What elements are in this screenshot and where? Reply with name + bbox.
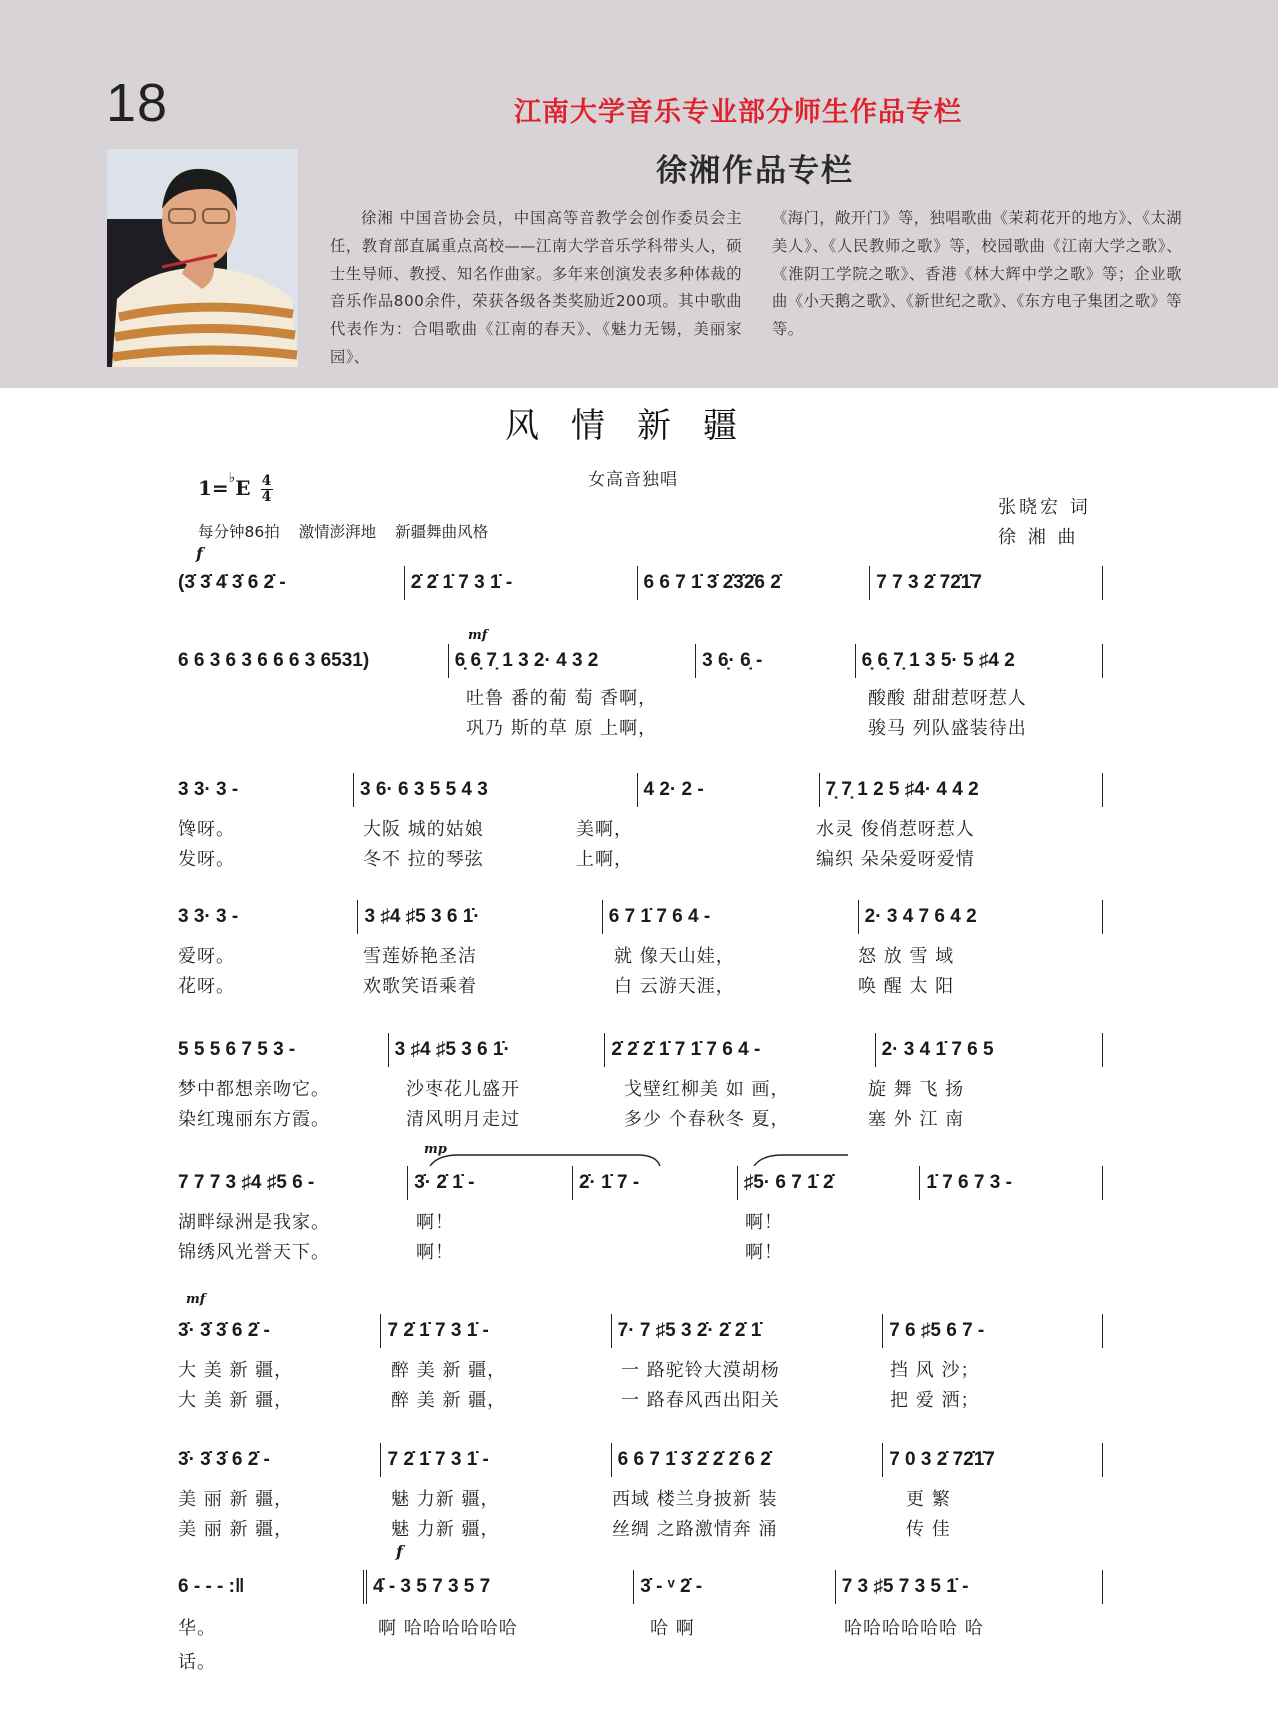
lyric-segment: 大 美 新 疆，	[178, 1390, 294, 1411]
lyric-segment: 梦中都想亲吻它。	[178, 1079, 330, 1100]
lyric-segment: 哈哈哈哈哈哈 哈	[844, 1618, 984, 1639]
measure: 3̇· 3̇ 3̇ 6 2̇ -	[178, 1443, 381, 1477]
lyric-segment: 湖畔绿洲是我家。	[178, 1212, 330, 1233]
measure: 7 7 3 2̇ 72̇1̇7	[870, 566, 1103, 600]
lyric-segment: 话。	[178, 1652, 216, 1673]
lyric-segment: 上啊，	[576, 849, 633, 870]
dynamic-mark: mp	[424, 1142, 447, 1157]
credits	[998, 493, 1091, 553]
measure: 3 ♯4 ♯5 3 6 1̇·	[389, 1033, 606, 1067]
dynamic-mark: mf	[468, 628, 488, 643]
measure: 3̇· 3̇ 3̇ 6 2̇ -	[178, 1314, 381, 1348]
time-top: 4	[261, 473, 272, 489]
measure: 3 3· 3 -	[178, 900, 358, 934]
lyric-segment: 染红瑰丽东方霞。	[178, 1109, 330, 1130]
lyric-segment: 更 繁	[906, 1489, 951, 1510]
lyric-segment: 啊！	[416, 1242, 454, 1263]
measure: 6 6 7 1̇ 3̇ 2̇ 2̇ 2̇ 6 2̇	[612, 1443, 884, 1477]
header-band	[0, 0, 1278, 388]
measure: 2̇· 1̇ 7 -	[573, 1166, 738, 1200]
lyric-segment: 旋 舞 飞 扬	[868, 1079, 965, 1100]
lyric-segment: 大阪 城的姑娘	[363, 819, 484, 840]
lyric-segment: 怒 放 雪 域	[858, 946, 955, 967]
lyric-segment: 冬不 拉的琴弦	[363, 849, 484, 870]
measure: 6̣ 6̣ 7̣ 1 3 2· 4 3 2	[449, 644, 696, 678]
lyric-segment: 一 路驼铃大漠胡杨	[621, 1360, 780, 1381]
lyric-segment: 欢歌笑语乘着	[363, 976, 477, 997]
measure-repeat-end: 6 - - - :‖	[178, 1570, 367, 1604]
lyric-segment: 西域 楼兰身披新 装	[612, 1489, 778, 1510]
song-title: 风情新疆	[505, 406, 769, 446]
measure: 7 0 3 2̇ 72̇1̇7	[883, 1443, 1103, 1477]
lyric-segment: 发呀。	[178, 849, 235, 870]
measure: 7 2̇ 1̇ 7 3 1̇ -	[381, 1443, 611, 1477]
lyric-segment: 白 云游天涯，	[614, 976, 735, 997]
measure: 7· 7 ♯5 3 2̇· 2̇ 2̇ 1̇	[612, 1314, 884, 1348]
song-subtitle: 女高音独唱	[588, 470, 678, 490]
notes-row	[178, 900, 1103, 934]
time-signature	[261, 474, 273, 505]
lyric-segment: 魅 力新 疆，	[391, 1489, 500, 1510]
measure: 6̣ 6̣ 7̣ 1 3 5· 5 ♯4 2	[856, 644, 1103, 678]
lyric-segment: 雪莲娇艳圣洁	[363, 946, 477, 967]
page-number: 18	[106, 73, 169, 133]
measure: ♯5· 6 7 1̇ 2̇	[738, 1166, 921, 1200]
dynamic-mark: f	[396, 1542, 403, 1561]
slur-arc-icon	[428, 1154, 848, 1166]
measure: 3 6· 6 3 5 5 4 3	[354, 773, 637, 807]
measure: 7 7 7 3 ♯4 ♯5 6 -	[178, 1166, 408, 1200]
notes-row	[178, 1570, 1103, 1604]
lyric-segment: 编织 朵朵爱呀爱情	[816, 849, 975, 870]
bio-text-right: 《海门，敞开门》等，独唱歌曲《茉莉花开的地方》、《太湖美人》、《人民教师之歌》等，校园歌曲《江南大学之歌》、《淮阴工学院之歌》、香港《林大辉中学之歌》等；企业歌曲《小天鹅之歌》、《新世纪之歌》、《东方电子集团之歌》等等。	[772, 209, 1182, 339]
notes-row	[178, 1166, 1103, 1200]
measure: 3 3· 3 -	[178, 773, 354, 807]
lyric-segment: 多少 个春秋冬 夏，	[624, 1109, 790, 1130]
measure: 3̇· 2̇ 1̇ -	[408, 1166, 573, 1200]
lyric-segment: 啊 哈哈哈哈哈哈	[378, 1618, 518, 1639]
key-prefix: 1=	[198, 476, 229, 500]
lyric-segment: 清风明月走过	[406, 1109, 520, 1130]
measure: 6 6 7 1̇ 3̇ 2̇3̇2̇6 2̇	[638, 566, 871, 600]
lyric-segment: 啊！	[745, 1242, 783, 1263]
lyric-segment: 就 像天山娃，	[614, 946, 735, 967]
measure: 2· 3 4 1̇ 7 6 5	[876, 1033, 1103, 1067]
measure: 7 2̇ 1̇ 7 3 1̇ -	[381, 1314, 611, 1348]
measure: 3 6̣· 6̣ -	[696, 644, 856, 678]
lyric-segment: 巩乃 斯的草 原 上啊，	[466, 718, 658, 739]
measure: 2̇ 2̇ 1̇ 7 3 1̇ -	[405, 566, 638, 600]
lyric-segment: 挡 风 沙；	[890, 1360, 980, 1381]
composer-portrait	[107, 149, 298, 367]
measure: (3̇ 3̇ 4̇ 3̇ 6 2̇ -	[178, 566, 405, 600]
lyric-segment: 爱呀。	[178, 946, 235, 967]
dynamic-mark: f	[196, 544, 203, 563]
dynamic-mark: mf	[186, 1292, 206, 1307]
notes-row	[178, 1314, 1103, 1348]
portrait-illustration-icon	[107, 149, 298, 367]
lyric-segment: 塞 外 江 南	[868, 1109, 965, 1130]
measure: 7 3 ♯5 7 3 5 1̇ -	[836, 1570, 1103, 1604]
lyric-segment: 沙枣花儿盛开	[406, 1079, 520, 1100]
lyric-segment: 骏马 列队盛装待出	[868, 718, 1027, 739]
lyric-segment: 水灵 俊俏惹呀惹人	[816, 819, 975, 840]
flat-icon: ♭	[228, 470, 236, 486]
lyricist: 张晓宏 词	[998, 497, 1091, 518]
measure: 4 2· 2 -	[638, 773, 820, 807]
measure: 3 ♯4 ♯5 3 6 1̇·	[358, 900, 602, 934]
lyric-segment: 丝绸 之路激情奔 涌	[612, 1519, 778, 1540]
lyric-segment: 啊！	[745, 1212, 783, 1233]
time-bottom: 4	[261, 489, 272, 505]
measure: 5 5 5 6 7 5 3 -	[178, 1033, 389, 1067]
measure: 2̇ 2̇ 2̇ 1̇ 7 1̇ 7 6 4 -	[605, 1033, 875, 1067]
lyric-segment: 美 丽 新 疆，	[178, 1519, 294, 1540]
lyric-segment: 锦绣风光誉天下。	[178, 1242, 330, 1263]
lyric-segment: 华。	[178, 1618, 216, 1639]
notes-row	[178, 1443, 1103, 1477]
lyric-segment: 吐鲁 番的葡 萄 香啊，	[466, 688, 658, 709]
notes-row	[178, 644, 1103, 678]
lyric-segment: 花呀。	[178, 976, 235, 997]
lyric-segment: 美 丽 新 疆，	[178, 1489, 294, 1510]
key-note: E	[235, 476, 251, 500]
key-signature	[198, 470, 273, 505]
notes-row	[178, 566, 1103, 600]
lyric-segment: 醉 美 新 疆，	[391, 1390, 507, 1411]
lyric-segment: 一 路春风西出阳关	[621, 1390, 780, 1411]
column-title: 江南大学音乐专业部分师生作品专栏	[514, 97, 962, 128]
measure: 2· 3 4 7 6 4 2	[859, 900, 1103, 934]
measure: 1̇ 7 6 7 3 -	[920, 1166, 1103, 1200]
lyric-segment: 馋呀。	[178, 819, 235, 840]
lyric-segment: 醉 美 新 疆，	[391, 1360, 507, 1381]
lyric-segment: 魅 力新 疆，	[391, 1519, 500, 1540]
lyric-segment: 大 美 新 疆，	[178, 1360, 294, 1381]
measure: 3̇ - ᵛ 2̇ -	[634, 1570, 835, 1604]
notes-row	[178, 1033, 1103, 1067]
lyric-segment: 哈 啊	[650, 1618, 695, 1639]
measure: 4̇ - 3 5 7 3 5 7	[367, 1570, 634, 1604]
tempo-marking: 每分钟86拍 激情澎湃地 新疆舞曲风格	[198, 523, 489, 541]
lyric-segment: 美啊，	[576, 819, 633, 840]
lyric-segment: 把 爱 洒；	[890, 1390, 980, 1411]
author-title: 徐湘作品专栏	[656, 153, 854, 189]
bio-text-left: 徐湘 中国音协会员，中国高等音教学会创作委员会主任，教育部直属重点高校——江南大学音乐学科带头人，硕士生导师、教授、知名作曲家。多年来创演发表多种体裁的音乐作品800余件，荣获各级各类奖励近200项。其中歌曲代表作为：合唱歌曲《江南的春天》、《魅力无锡，美丽家园》、	[330, 209, 742, 366]
lyric-segment: 酸酸 甜甜惹呀惹人	[868, 688, 1027, 709]
measure: 7 6 ♯5 6 7 -	[883, 1314, 1103, 1348]
lyric-segment: 啊！	[416, 1212, 454, 1233]
measure: 6 6 3 6 3 6 6 6 3 6531)	[178, 644, 449, 678]
lyric-segment: 戈壁红柳美 如 画，	[624, 1079, 790, 1100]
lyric-segment: 传 佳	[906, 1519, 951, 1540]
composer: 徐 湘 曲	[998, 527, 1079, 548]
measure: 7̣ 7̣ 1 2 5 ♯4· 4 4 2	[820, 773, 1103, 807]
notes-row	[178, 773, 1103, 807]
measure: 6 7 1̇ 7 6 4 -	[603, 900, 859, 934]
lyric-segment: 唤 醒 太 阳	[858, 976, 955, 997]
